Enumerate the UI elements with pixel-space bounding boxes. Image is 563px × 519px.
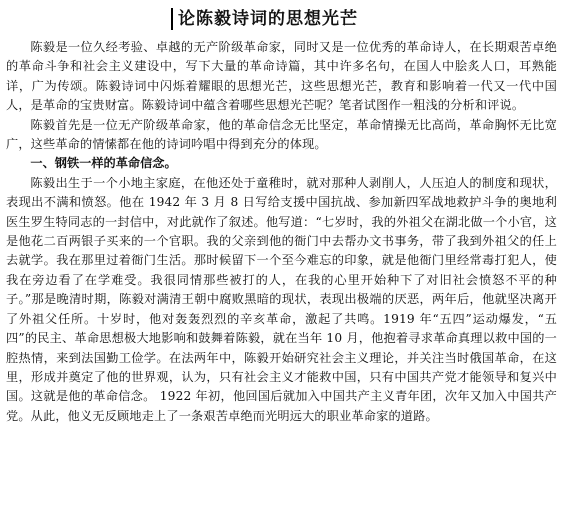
title-area: [6, 6, 557, 34]
paragraph-revolutionary: 陈毅首先是一位无产阶级革命家，他的革命信念无比坚定，革命情操无比高尚，革命胸怀无比宽广，这些革命的情愫都在他的诗词吟唱中得到充分的体现。: [6, 117, 557, 152]
paragraph-section-body: 陈毅出生于一个小地主家庭，在他还处于童稚时，就对那种人剥削人，人压迫人的制度和现状，表现出不满和愤怒。他在 1942 年 3 月 8 日写给支援中国抗战、参加新四军战地救护斗争的奥地利医生罗生特同志的一封信中，对此就作了叙述。他写道：“七岁时，我的外祖父在湖北做一个小官，这是他花二百两银子买来的一个官职。我的父亲到他的衙门中去帮办文书事务，带了我到外祖父的任上去就学。我在那里过着衙门生活。那时候留下一个至今难忘的印象，就是他衙门里经常毒打犯人，使我在旁边看了在学难受。我很同情那些被打的人，在我的心里开始种下了对旧社会愤怒不平的种子。”那是晚清时期，陈毅对满清王朝中腐败黑暗的现状，表现出极端的厌恶，两年后，他就坚决离开了外祖父任所。十岁时，他对轰轰烈烈的辛亥革命，激起了共鸣。1919 年“五四”运动爆发，“五四”的民主、革命思想极大地影响和鼓舞着陈毅，就在当年 10 月，他抱着寻求革命真理以救中国的一腔热情，来到法国勤工俭学。在法两年中，陈毅开始研究社会主义理论，并关注当时俄国革命，在这里，形成并奠定了他的世界观，认为，只有社会主义才能救中国，只有中国共产党才能领导和复兴中国。这就是他的革命信念。 1922 年初，他回国后就加入中国共产主义青年团，次年又加入中国共产党。从此，他义无反顾地走上了一条艰苦卓绝而光明远大的职业革命家的道路。: [6, 175, 557, 423]
page-title: 论陈毅诗词的思想光芒: [171, 8, 358, 30]
section-heading: 一、钢铁一样的革命信念。: [30, 156, 177, 171]
paragraph-intro: 陈毅是一位久经考验、卓越的无产阶级革命家，同时又是一位优秀的革命诗人，在长期艰苦卓绝的革命斗争和社会主义建设中，写下大量的革命诗篇，其中许多名句，在国人中脍炙人口，耳熟能详，广为传颂。陈毅诗词中闪烁着耀眼的思想光芒，这些思想光芒，教育和影响着一代又一代中国人，是革命的宝贵财富。陈毅诗词中蕴含着哪些思想光芒呢？笔者试图作一粗浅的分析和评说。: [6, 40, 557, 113]
